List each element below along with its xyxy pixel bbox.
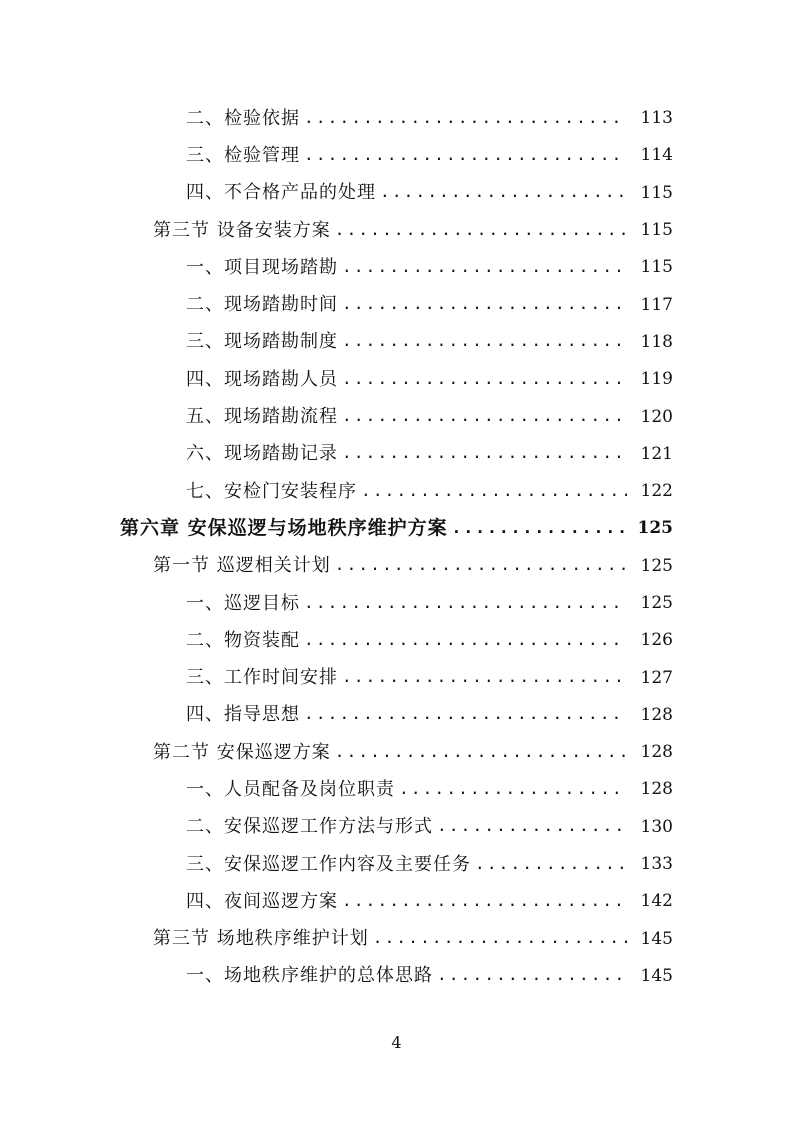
toc-chapter-entry[interactable] (0, 510, 793, 547)
toc-entry-label: 七、安检门安装程序 (186, 480, 357, 502)
toc-entry-label: 四、不合格产品的处理 (186, 182, 376, 204)
toc-dot-leader (304, 706, 627, 722)
toc-entry-page-number: 125 (640, 593, 673, 613)
toc-dot-leader (335, 744, 627, 760)
toc-entry-label: 一、人员配备及岗位职责 (186, 778, 395, 800)
toc-dot-leader (452, 520, 627, 536)
toc-dot-leader (342, 371, 627, 387)
toc-entry-label: 三、检验管理 (186, 144, 300, 166)
toc-subsection-entry[interactable] (0, 436, 793, 473)
toc-entry-label: 四、指导思想 (186, 704, 300, 726)
toc-entry-label: 一、场地秩序维护的总体思路 (186, 965, 433, 987)
toc-entry-page-number: 125 (640, 555, 673, 576)
toc-subsection-entry[interactable] (0, 324, 793, 361)
toc-dot-leader (304, 595, 627, 611)
toc-entry-label: 二、安保巡逻工作方法与形式 (186, 816, 433, 838)
toc-entry-page-number: 120 (640, 406, 673, 427)
toc-dot-leader (437, 967, 627, 983)
toc-dot-leader (304, 147, 627, 163)
toc-entry-label: 五、现场踏勘流程 (186, 406, 338, 428)
toc-entry-label: 四、现场踏勘人员 (186, 368, 338, 390)
toc-dot-leader (380, 184, 627, 200)
toc-entry-label: 第六章 安保巡逻与场地秩序维护方案 (120, 517, 448, 540)
toc-entry-page-number: 119 (640, 369, 673, 390)
toc-subsection-entry[interactable] (0, 883, 793, 920)
toc-entry-label: 一、巡逻目标 (186, 592, 300, 614)
toc-entry-page-number: 115 (640, 182, 673, 203)
toc-dot-leader (335, 557, 627, 573)
toc-dot-leader (304, 110, 627, 126)
toc-subsection-entry[interactable] (0, 175, 793, 212)
toc-subsection-entry[interactable] (0, 809, 793, 846)
toc-dot-leader (342, 893, 627, 909)
toc-entry-page-number: 128 (640, 742, 673, 763)
table-of-contents (0, 100, 793, 995)
toc-subsection-entry[interactable] (0, 286, 793, 323)
toc-entry-page-number: 128 (640, 779, 673, 800)
toc-entry-page-number: 122 (640, 481, 673, 502)
toc-entry-label: 四、夜间巡逻方案 (186, 890, 338, 912)
toc-dot-leader (342, 259, 627, 275)
toc-dot-leader (342, 333, 627, 349)
toc-section-entry[interactable] (0, 921, 793, 958)
toc-entry-page-number: 145 (640, 928, 673, 949)
toc-subsection-entry[interactable] (0, 585, 793, 622)
toc-entry-label: 二、现场踏勘时间 (186, 294, 338, 316)
toc-subsection-entry[interactable] (0, 771, 793, 808)
toc-subsection-entry[interactable] (0, 398, 793, 435)
toc-entry-page-number: 115 (640, 257, 673, 278)
page-number: 4 (391, 1033, 402, 1052)
toc-subsection-entry[interactable] (0, 473, 793, 510)
toc-dot-leader (335, 222, 627, 238)
toc-section-entry[interactable] (0, 548, 793, 585)
toc-subsection-entry[interactable] (0, 846, 793, 883)
toc-dot-leader (342, 445, 627, 461)
toc-entry-page-number: 114 (640, 145, 673, 166)
toc-subsection-entry[interactable] (0, 622, 793, 659)
toc-dot-leader (304, 632, 627, 648)
toc-subsection-entry[interactable] (0, 100, 793, 137)
toc-entry-page-number: 115 (640, 220, 673, 241)
toc-entry-page-number: 145 (640, 965, 673, 986)
toc-entry-page-number: 117 (640, 294, 673, 315)
toc-entry-label: 一、项目现场踏勘 (186, 256, 338, 278)
toc-dot-leader (342, 408, 627, 424)
toc-entry-page-number: 128 (640, 704, 673, 725)
toc-subsection-entry[interactable] (0, 137, 793, 174)
toc-entry-label: 三、安保巡逻工作内容及主要任务 (186, 853, 471, 875)
toc-subsection-entry[interactable] (0, 659, 793, 696)
toc-entry-label: 第一节 巡逻相关计划 (153, 555, 331, 577)
toc-dot-leader (437, 818, 627, 834)
toc-entry-page-number: 133 (640, 854, 673, 875)
toc-subsection-entry[interactable] (0, 958, 793, 995)
toc-dot-leader (342, 296, 627, 312)
toc-section-entry[interactable] (0, 212, 793, 249)
toc-entry-page-number: 118 (640, 331, 673, 352)
toc-entry-label: 六、现场踏勘记录 (186, 443, 338, 465)
toc-dot-leader (342, 669, 627, 685)
toc-subsection-entry[interactable] (0, 249, 793, 286)
toc-dot-leader (361, 483, 627, 499)
toc-entry-label: 二、物资装配 (186, 629, 300, 651)
toc-entry-label: 三、现场踏勘制度 (186, 331, 338, 353)
toc-subsection-entry[interactable] (0, 697, 793, 734)
toc-dot-leader (373, 930, 627, 946)
toc-entry-page-number: 121 (640, 443, 673, 464)
toc-subsection-entry[interactable] (0, 361, 793, 398)
toc-entry-page-number: 130 (640, 816, 673, 837)
toc-entry-label: 第三节 设备安装方案 (153, 219, 331, 241)
toc-entry-label: 第三节 场地秩序维护计划 (153, 928, 369, 950)
toc-entry-label: 二、检验依据 (186, 107, 300, 129)
toc-entry-page-number: 125 (637, 518, 673, 539)
toc-entry-page-number: 113 (640, 108, 673, 129)
toc-entry-page-number: 126 (640, 630, 673, 651)
toc-entry-label: 三、工作时间安排 (186, 667, 338, 689)
toc-dot-leader (399, 781, 627, 797)
toc-dot-leader (475, 856, 627, 872)
toc-section-entry[interactable] (0, 734, 793, 771)
toc-entry-label: 第二节 安保巡逻方案 (153, 741, 331, 763)
toc-entry-page-number: 127 (640, 667, 673, 688)
toc-entry-page-number: 142 (640, 891, 673, 912)
